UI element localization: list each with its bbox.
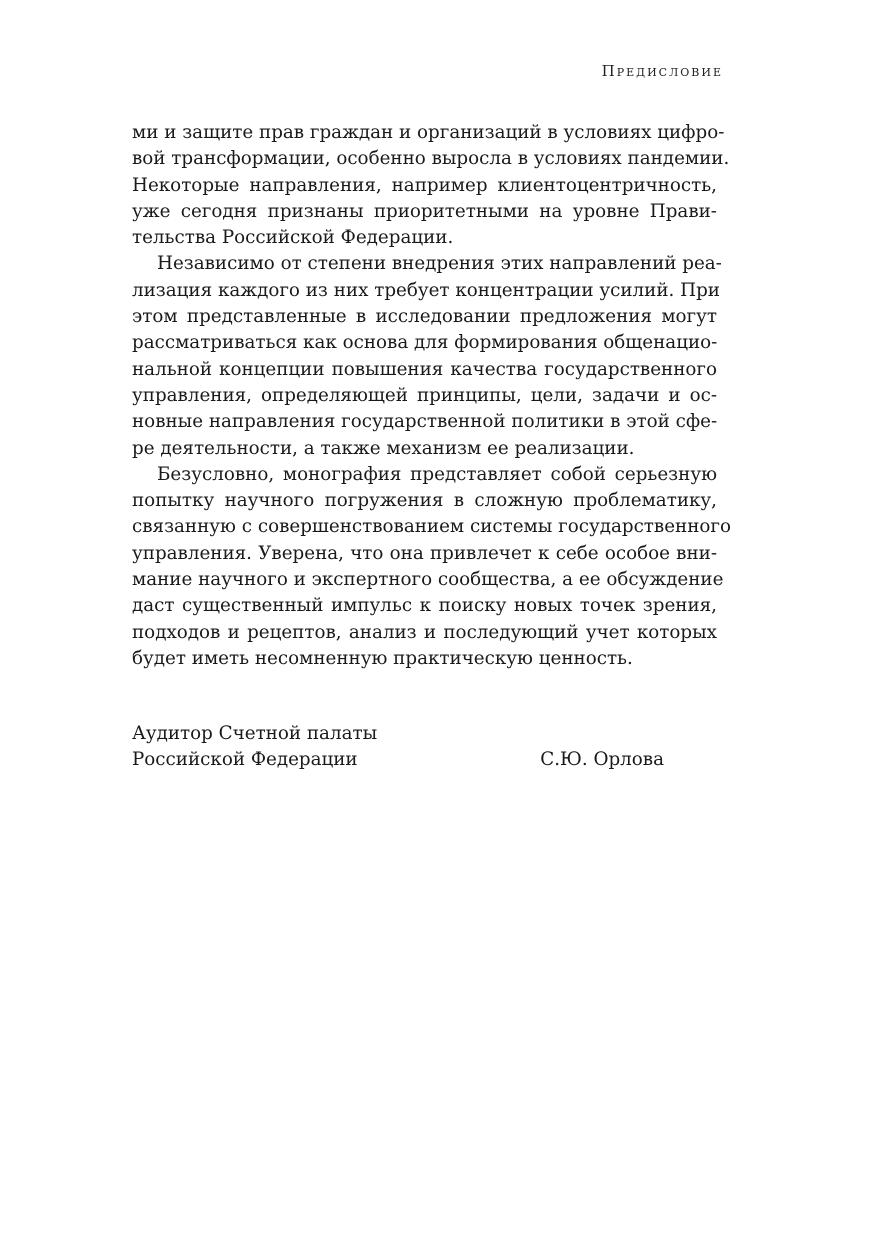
body-text bbox=[132, 120, 731, 672]
paragraph-1-line: вой трансформации, особенно выросла в условиях пандемии. bbox=[132, 148, 730, 170]
paragraph-3-line: мание научного и экспертного сообщества, а ее обсуждение bbox=[132, 569, 724, 591]
signature-position-line-1: Аудитор Счетной палаты bbox=[132, 723, 378, 744]
paragraph-3-line: связанную с совершенствованием системы государственного bbox=[132, 516, 731, 538]
paragraph-3-line: Безусловно, монография представляет собой серьезную bbox=[157, 463, 717, 485]
paragraph-3-line: попытку научного погружения в сложную проблематику, bbox=[132, 490, 717, 512]
paragraph-2-line: Независимо от степени внедрения этих направлений реа- bbox=[157, 253, 722, 275]
paragraph-3-line: даст существенный импульс к поиску новых точек зрения, bbox=[132, 595, 717, 617]
paragraph-2-line: лизация каждого из них требует концентрации усилий. При bbox=[132, 279, 720, 301]
paragraph-3-line: подходов и рецептов, анализ и последующий учет которых bbox=[132, 621, 717, 643]
paragraph-2-line: ре деятельности, а также механизм ее реализации. bbox=[132, 437, 635, 459]
signature-block bbox=[132, 721, 672, 773]
signature-position-row-1 bbox=[132, 721, 672, 747]
paragraph-2-line: рассматриваться как основа для формирования общенацио- bbox=[132, 332, 718, 354]
paragraph-2-line: новные направления государственной политики в этой сфе- bbox=[132, 411, 718, 433]
paragraph-1-line: ми и защите прав граждан и организаций в условиях цифро- bbox=[132, 122, 725, 143]
paragraph-3-line: будет иметь несомненную практическую ценность. bbox=[132, 647, 633, 669]
paragraph-2-line: этом представленные в исследовании предложения могут bbox=[132, 306, 717, 328]
paragraph-2-line: управления, определяющей принципы, цели, задачи и ос- bbox=[132, 384, 717, 406]
signature-position-row-2 bbox=[132, 747, 672, 773]
paragraph-1-line: уже сегодня признаны приоритетными на уровне Прави- bbox=[132, 200, 717, 222]
paragraph-2-line: нальной концепции повышения качества государственного bbox=[132, 358, 717, 380]
signature-name: С.Ю. Орлова bbox=[540, 749, 664, 770]
paragraph-3-line: управления. Уверена, что она привлечет к себе особое вни- bbox=[132, 542, 717, 564]
paragraph-1-line: Некоторые направления, например клиентоцентричность, bbox=[132, 174, 717, 196]
paragraph-1-line: тельства Российской Федерации. bbox=[132, 227, 454, 249]
running-head-title: Предисловие bbox=[601, 62, 723, 80]
signature-position-line-2: Российской Федерации bbox=[132, 749, 358, 770]
